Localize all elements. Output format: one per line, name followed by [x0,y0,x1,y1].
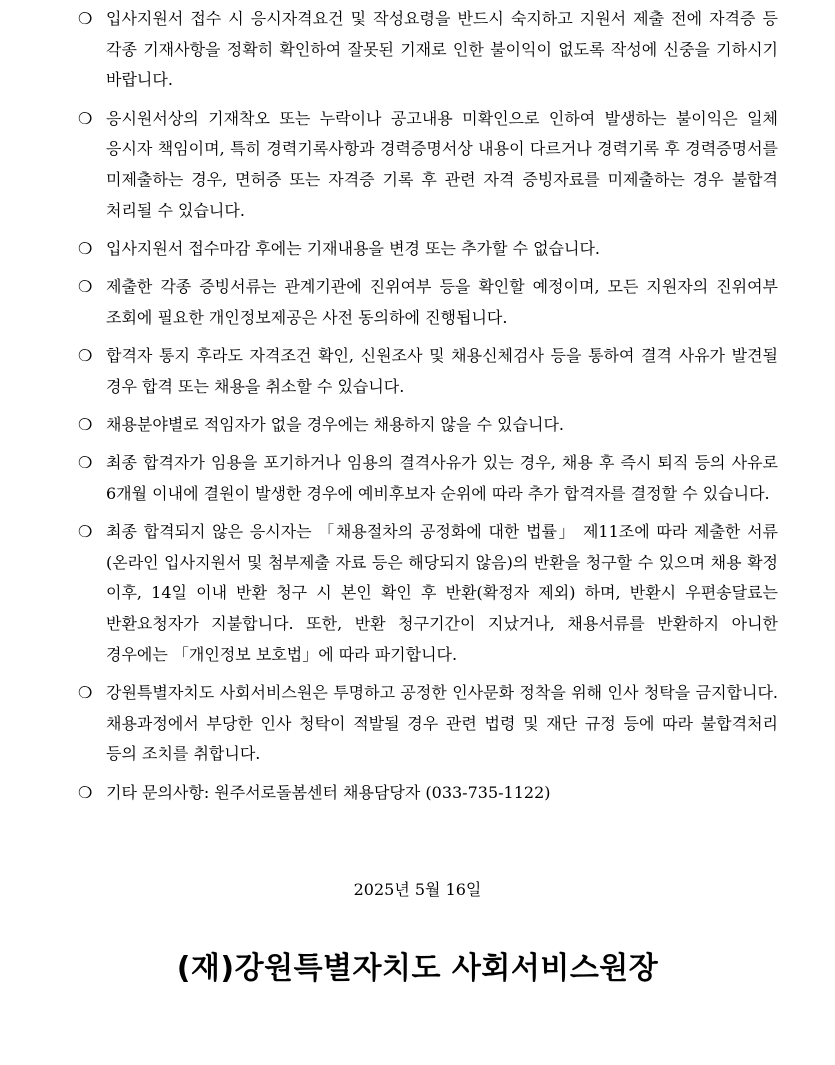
circle-bullet-icon: ❍ [78,414,93,434]
notice-text: 응시원서상의 기재착오 또는 누락이나 공고내용 미확인으로 인하여 발생하는 불이익은 일체 응시자 책임이며, 특히 경력기록사항과 경력증명서상 내용이 다르거나 경력기록 후 경력증명서를 미제출하는 경우, 면허증 또는 자격증 기록 후 관련 자격 증빙자료를 미제출하는 경우 불합격 처리될 수 있습니다. [106,108,778,220]
circle-bullet-icon: ❍ [78,782,93,802]
notice-text: 입사지원서 접수 시 응시자격요건 및 작성요령을 반드시 숙지하고 지원서 제출 전에 자격증 등 각종 기재사항을 정확히 확인하여 잘못된 기재로 인한 불이익이 없도록 작성에 신중을 기하시기 바랍니다. [106,9,778,90]
notice-item [78,410,778,441]
notice-text: 입사지원서 접수마감 후에는 기재내용을 변경 또는 추가할 수 없습니다. [106,238,600,258]
notice-text: 채용분야별로 적임자가 없을 경우에는 채용하지 않을 수 있습니다. [106,414,565,434]
notice-text: 제출한 각종 증빙서류는 관계기관에 진위여부 등을 확인할 예정이며, 모든 지원자의 진위여부 조회에 필요한 개인정보제공은 사전 동의하에 진행됩니다. [106,277,778,327]
circle-bullet-icon: ❍ [78,277,93,297]
circle-bullet-icon: ❍ [78,108,93,128]
issuer-name: (재)강원특별자치도 사회서비스원장 [176,951,659,986]
issue-date: 2025년 5월 16일 [353,880,482,899]
notice-item [78,341,778,402]
notice-list [78,4,778,816]
notice-item [78,104,778,227]
circle-bullet-icon: ❍ [78,238,93,258]
circle-bullet-icon: ❍ [78,453,93,473]
notice-text: 기타 문의사항: 원주서로돌봄센터 채용담당자 (033-735-1122) [106,782,551,802]
circle-bullet-icon: ❍ [78,522,93,542]
circle-bullet-icon: ❍ [78,346,93,366]
notice-item [78,4,778,96]
notice-item [78,272,778,333]
notice-text: 강원특별자치도 사회서비스원은 투명하고 공정한 인사문화 정착을 위해 인사 청탁을 금지합니다. 채용과정에서 부당한 인사 청탁이 적발될 경우 관련 법령 및 재단 규정 등에 따라 불합격처리 등의 조치를 취합니다. [106,683,778,764]
notice-text: 최종 합격자가 임용을 포기하거나 임용의 결격사유가 있는 경우, 채용 후 즉시 퇴직 등의 사유로 6개월 이내에 결원이 발생한 경우에 예비후보자 순위에 따라 추가 합격자를 결정할 수 있습니다. [106,453,778,503]
circle-bullet-icon: ❍ [78,9,93,28]
notice-item [78,517,778,671]
notice-item [78,448,778,509]
circle-bullet-icon: ❍ [78,683,93,703]
notice-text: 합격자 통지 후라도 자격조건 확인, 신원조사 및 채용신체검사 등을 통하여 결격 사유가 발견될 경우 합격 또는 채용을 취소할 수 있습니다. [106,346,778,396]
notice-item [78,234,778,265]
notice-item [78,678,778,770]
notice-text: 최종 합격되지 않은 응시자는 「채용절차의 공정화에 대한 법률」 제11조에 따라 제출한 서류(온라인 입사지원서 및 첨부제출 자료 등은 해당되지 않음)의 반환을 청구할 수 있으며 채용 확정 이후, 14일 이내 반환 청구 시 본인 확인 후 반환(확정자 제외) 하며, 반환시 우편송달료는 반환요청자가 지불합니다. 또한, 반환 청구기간이 지났거나, 채용서류를 반환하지 아니한 경우에는 「개인정보 보호법」에 따라 파기합니다. [106,522,778,664]
notice-item [78,778,778,809]
